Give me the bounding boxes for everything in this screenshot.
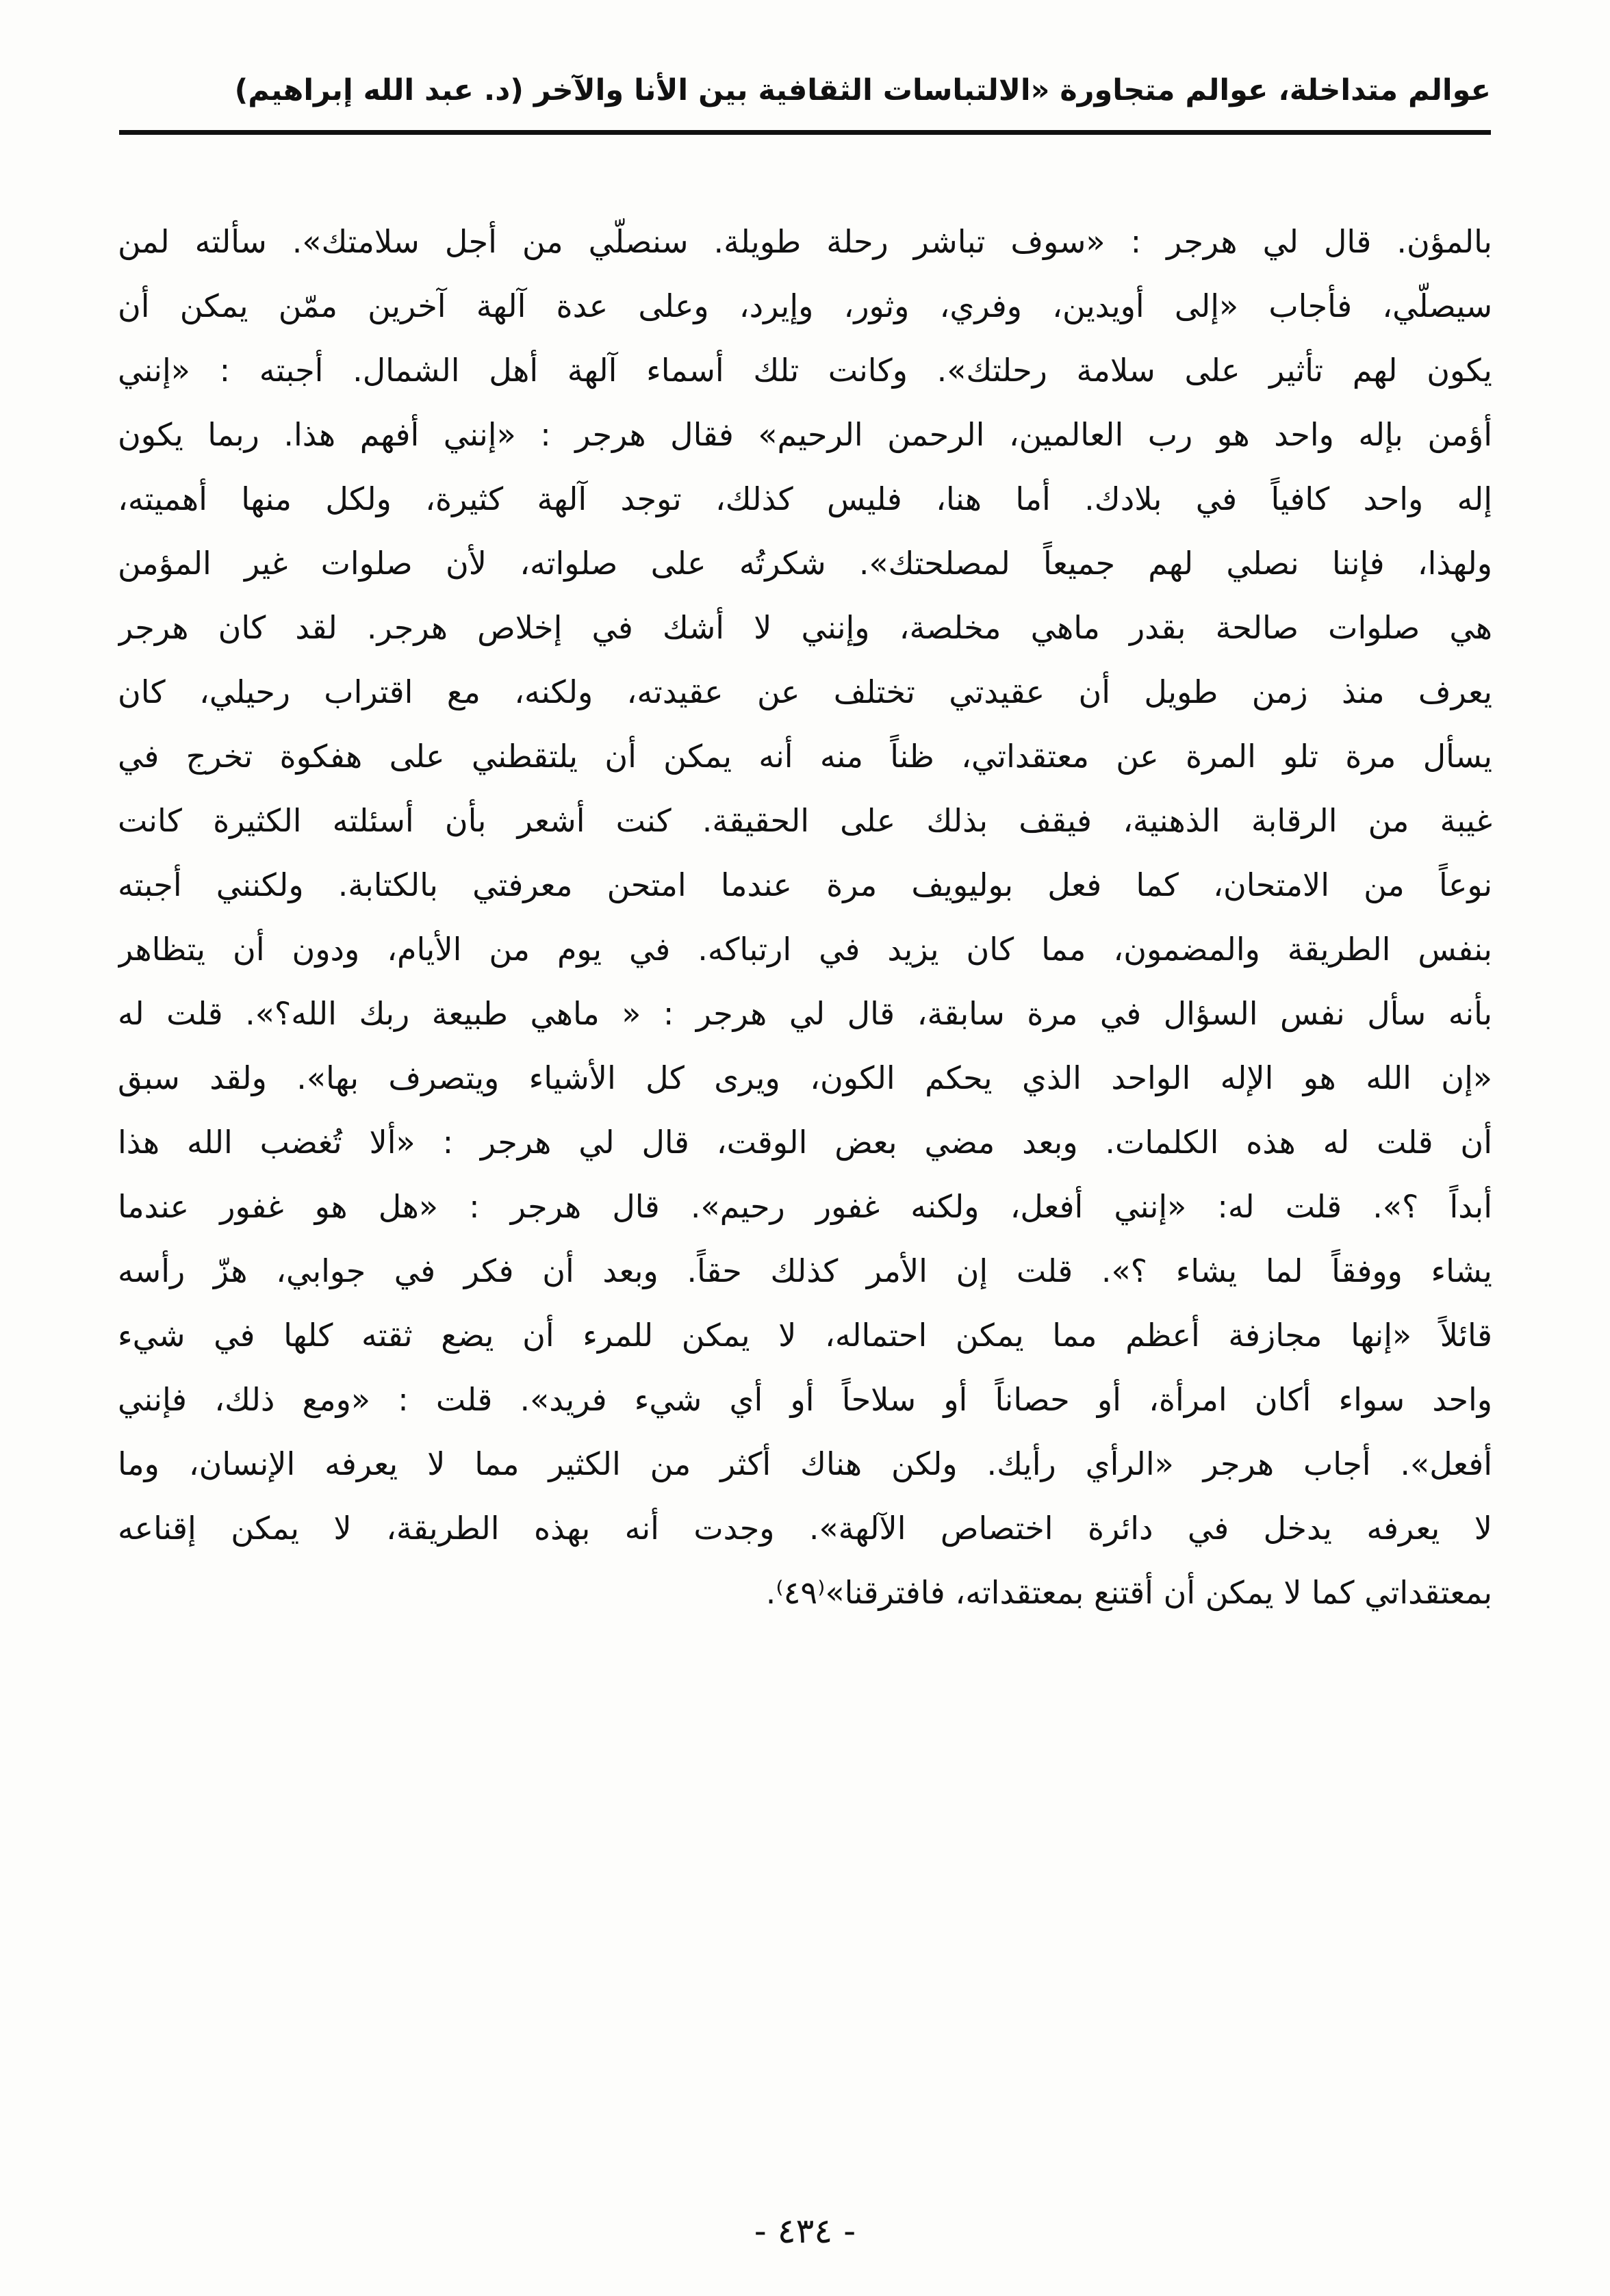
text-line: بأنه سأل نفس السؤال في مرة سابقة، قال لي هرجر : « ماهي طبيعة ربك الله؟». قلت له (118, 995, 1492, 1032)
text-line: أبداً ؟». قلت له: «إنني أفعل، ولكنه غفور رحيم». قال هرجر : «هل هو غفور عندما (118, 1188, 1492, 1225)
page-number: - ٤٣٤ - (754, 2211, 856, 2251)
text-line: يعرف منذ زمن طويل أن عقيدتي تختلف عن عقيدته، ولكنه، مع اقتراب رحيلي، كان (118, 673, 1492, 710)
text-line: أؤمن بإله واحد هو رب العالمين، الرحمن الرحيم» فقال هرجر : «إنني أفهم هذا. ربما يكون (118, 416, 1492, 453)
text-line: أن قلت له هذه الكلمات. وبعد مضي بعض الوقت، قال لي هرجر : «ألا تُغضب الله هذا (118, 1124, 1492, 1161)
text-line: بالمؤن. قال لي هرجر : «سوف تباشر رحلة طويلة. سنصلّي من أجل سلامتك». سألته لمن (118, 223, 1492, 260)
text-line: أفعل». أجاب هرجر «الرأي رأيك. ولكن هناك أكثر من الكثير مما لا يعرفه الإنسان، وما (118, 1445, 1492, 1482)
running-header: عوالم متداخلة، عوالم متجاورة «الالتباسات الثقافية بين الأنا والآخر (د. عبد الله إبراهيم) (234, 73, 1491, 107)
text-line: ولهذا، فإننا نصلي لهم جميعاً لمصلحتك». شكرتُه على صلواته، لأن صلوات غير المؤمن (118, 545, 1492, 582)
text-line: إله واحد كافياً في بلادك. أما هنا، فليس كذلك، توجد آلهة كثيرة، ولكل منها أهميته، (118, 480, 1492, 517)
text-line-last: بمعتقداتي كما لا يمكن أن أقتنع بمعتقداته، فافترقنا»⁽٤٩⁾. (765, 1574, 1492, 1611)
body-text (118, 209, 1492, 1625)
text-line: «إن الله هو الإله الواحد الذي يحكم الكون، ويرى كل الأشياء ويتصرف بها». ولقد سبق (118, 1059, 1492, 1096)
text-line: بنفس الطريقة والمضمون، مما كان يزيد في ارتباكه. في يوم من الأيام، ودون أن يتظاهر (118, 931, 1492, 968)
text-line: يسأل مرة تلو المرة عن معتقداتي، ظناً منه أنه يمكن أن يلتقطني على هفكوة تخرج في (118, 738, 1492, 775)
text-line: غيبة من الرقابة الذهنية، فيقف بذلك على الحقيقة. كنت أشعر بأن أسئلته الكثيرة كانت (118, 802, 1492, 839)
text-line: سيصلّي، فأجاب «إلى أويدين، وفري، وثور، وإيرد، وعلى عدة آلهة آخرين ممّن يمكن أن (118, 287, 1492, 324)
text-line: هي صلوات صالحة بقدر ماهي مخلصة، وإنني لا أشك في إخلاص هرجر. لقد كان هرجر (118, 609, 1492, 646)
text-line: قائلاً «إنها مجازفة أعظم مما يمكن احتماله، لا يمكن للمرء أن يضع ثقته كلها في شيء (118, 1317, 1492, 1354)
text-line: يشاء ووفقاً لما يشاء ؟». قلت إن الأمر كذلك حقاً. وبعد أن فكر في جوابي، هزّ رأسه (118, 1252, 1492, 1289)
text-line: يكون لهم تأثير على سلامة رحلتك». وكانت تلك أسماء آلهة أهل الشمال. أجبته : «إنني (118, 352, 1492, 389)
text-line: لا يعرفه يدخل في دائرة اختصاص الآلهة». وجدت أنه بهذه الطريقة، لا يمكن إقناعه (118, 1510, 1492, 1547)
text-line: واحد سواء أكان امرأة، أو حصاناً أو سلاحاً أو أي شيء فريد». قلت : «ومع ذلك، فإنني (118, 1381, 1492, 1418)
header-divider (119, 130, 1491, 135)
text-line: نوعاً من الامتحان، كما فعل بوليويف مرة عندما امتحن معرفتي بالكتابة. ولكنني أجبته (118, 866, 1492, 903)
